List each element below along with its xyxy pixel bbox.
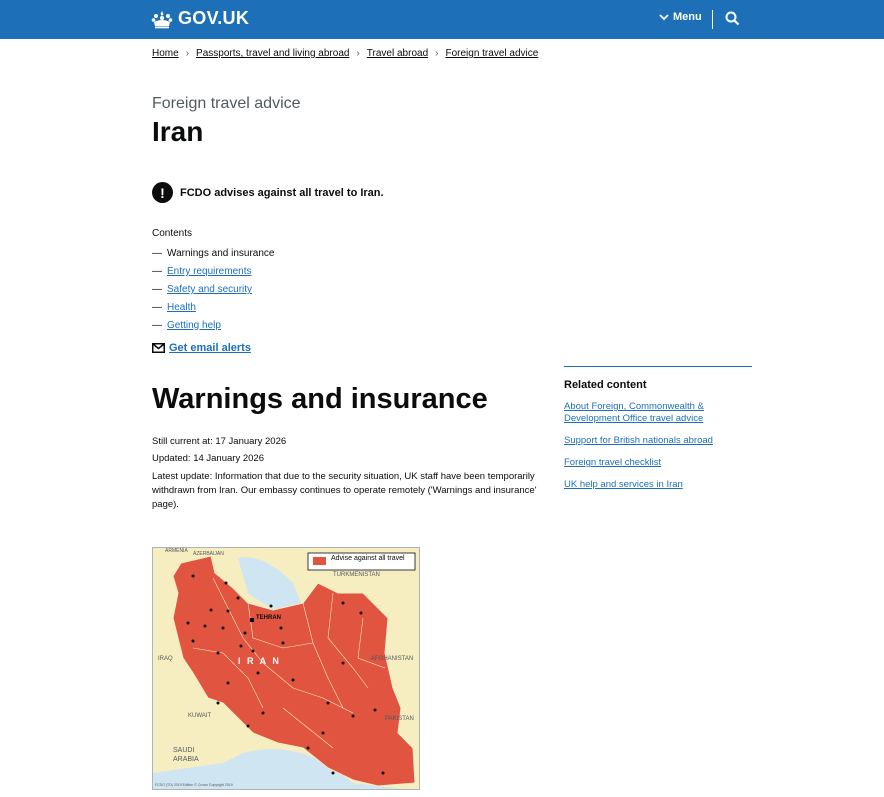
logo-text: GOV.UK: [178, 8, 250, 28]
email-alerts-link[interactable]: Get email alerts: [169, 342, 251, 354]
related-link-item: [564, 435, 752, 447]
breadcrumb-foreign-travel-advice[interactable]: Foreign travel advice: [445, 48, 539, 59]
map-legend-label: Advise against all travel: [331, 555, 405, 562]
email-alerts: [152, 342, 251, 354]
related-content-title: Related content: [564, 379, 647, 391]
contents-item: — Entry requirements: [152, 266, 252, 278]
contents-item-current: Warnings and insurance: [167, 248, 275, 260]
search-icon: [725, 11, 740, 26]
search-button[interactable]: [725, 11, 740, 31]
warning-callout: [152, 182, 384, 203]
warning-icon: !: [152, 182, 173, 203]
still-current-date: Still current at: 17 January 2026: [152, 436, 287, 447]
page-caption: Foreign travel advice: [152, 95, 301, 112]
related-link-support-british-nationals[interactable]: Support for British nationals abroad: [564, 435, 713, 446]
breadcrumb-home[interactable]: Home: [152, 48, 179, 59]
page-title: Iran: [152, 116, 204, 147]
contents-link-getting-help[interactable]: Getting help: [167, 319, 221, 331]
contents-item: — Getting help: [152, 319, 221, 331]
contents-link-health[interactable]: Health: [167, 301, 196, 313]
breadcrumb-travel-abroad[interactable]: Travel abroad: [366, 48, 429, 59]
contents-label: Contents: [152, 228, 193, 239]
contents-link-entry-requirements[interactable]: Entry requirements: [167, 266, 252, 278]
iran-travel-advice-map: [152, 547, 420, 790]
section-title: Warnings and insurance: [152, 383, 488, 415]
contents-item: — Safety and security: [152, 283, 253, 295]
related-link-travel-checklist[interactable]: Foreign travel checklist: [564, 457, 662, 468]
envelope-icon: [152, 343, 165, 353]
related-link-item: [564, 479, 752, 491]
map-neighbour-label: IRAQ: [158, 656, 173, 662]
map-neighbour-label: AFGHANISTAN: [371, 656, 414, 662]
chevron-right-icon: ›: [435, 48, 439, 59]
breadcrumb: [152, 48, 538, 59]
map-neighbour-label: TURKMENISTAN: [333, 572, 380, 578]
latest-update-text: Latest update: Information that due to the security situation, UK staff have been temporarily withdrawn from Iran. Our embassy continues to operate remotely ('Warnings and insurance' page).: [152, 471, 537, 510]
warning-text: FCDO advises against all travel to Iran.: [180, 186, 384, 199]
site-header: [0, 0, 884, 39]
chevron-down-icon: [659, 13, 669, 21]
chevron-right-icon: ›: [356, 48, 360, 59]
related-link-item: [564, 401, 752, 425]
contents-item: — Warnings and insurance: [152, 248, 275, 260]
related-content: [564, 366, 752, 501]
menu-label: Menu: [673, 11, 702, 23]
menu-button[interactable]: [659, 11, 702, 23]
map-neighbour-label: SAUDI ARABIA: [173, 747, 199, 763]
map-country-label: I R A N: [238, 656, 281, 666]
updated-date: Updated: 14 January 2026: [152, 453, 264, 464]
map-capital-label: TEHRAN: [256, 615, 281, 621]
map-credit: FCDO (TD) 2019 Edition © Crown Copyright 2019: [155, 783, 233, 787]
related-links-list: [564, 401, 752, 491]
contents-list: [152, 245, 274, 334]
map-neighbour-label: KUWAIT: [188, 713, 212, 719]
related-link-about-fcdo[interactable]: About Foreign, Commonwealth & Development Office travel advice: [564, 401, 704, 424]
crown-icon: [151, 9, 173, 29]
contents-link-safety-security[interactable]: Safety and security: [167, 283, 253, 295]
breadcrumb-passports[interactable]: Passports, travel and living abroad: [196, 48, 350, 59]
map-neighbour-label: ARMENIA: [165, 548, 188, 554]
chevron-right-icon: ›: [185, 48, 190, 59]
govuk-logo-link[interactable]: [151, 8, 249, 29]
related-link-uk-help-iran[interactable]: UK help and services in Iran: [564, 479, 683, 490]
map-neighbour-label: AZERBAIJAN: [193, 551, 224, 557]
contents-item: — Health: [152, 301, 196, 313]
header-divider: [712, 10, 713, 29]
related-link-item: [564, 457, 752, 469]
map-neighbour-label: PAKISTAN: [385, 716, 414, 722]
